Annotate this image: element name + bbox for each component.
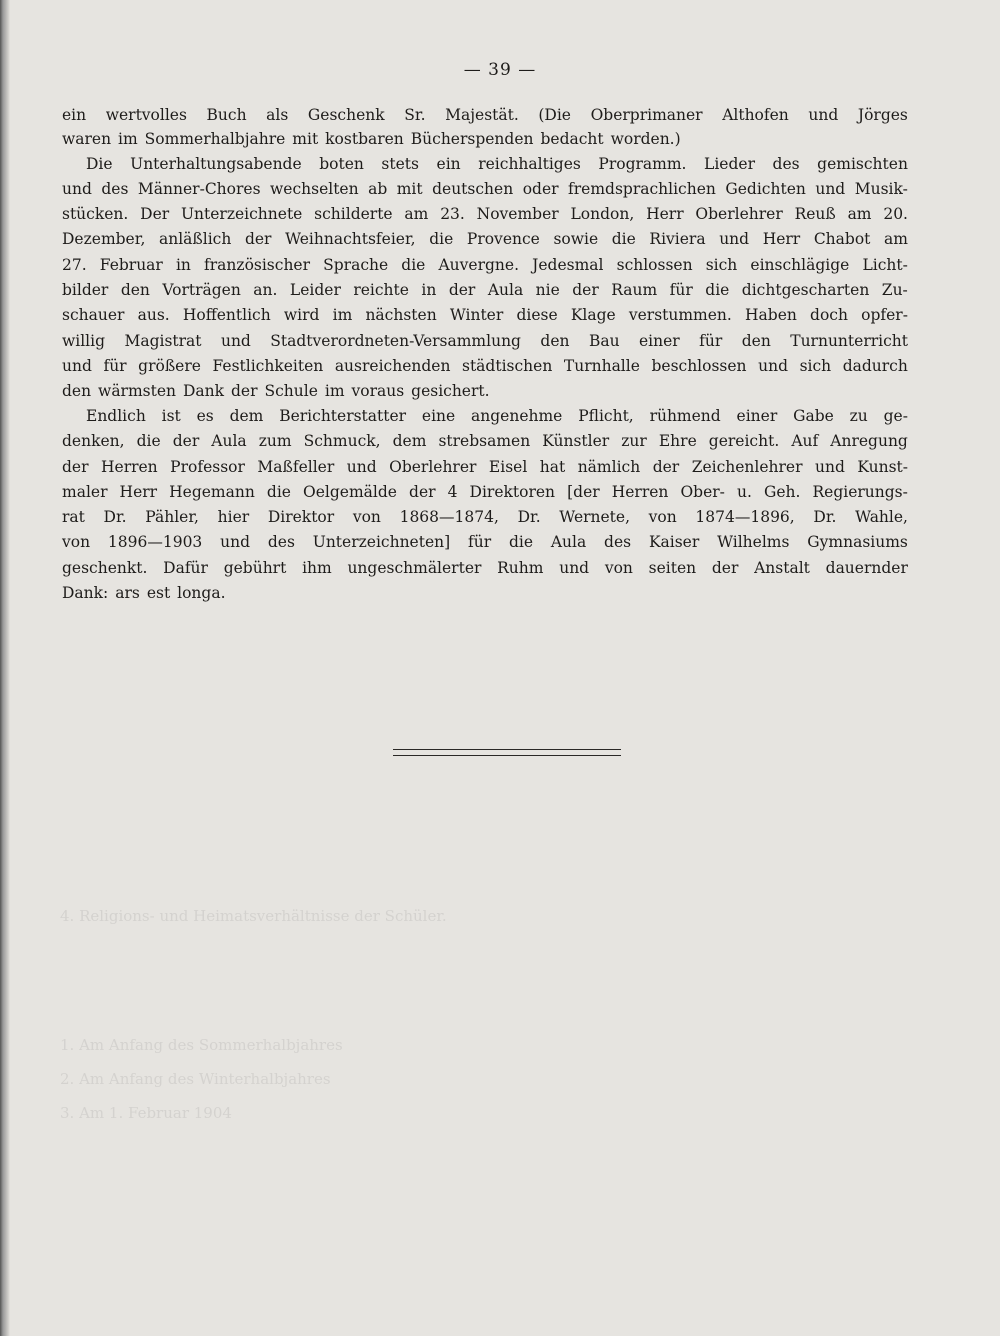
section-rule-top [393, 749, 621, 750]
text-line: geschenkt. Dafür gebührt ihm ungeschmälerter Ruhm und von seiten der Anstalt dauernder [62, 559, 908, 577]
page-number: — 39 — [463, 60, 537, 80]
text-line: von 1896—1903 und des Unterzeichneten] für die Aula des Kaiser Wilhelms Gymnasiums [62, 533, 908, 551]
bleed-through-line: 2. Am Anfang des Winterhalbjahres [60, 1070, 331, 1088]
text-line: ein wertvolles Buch als Geschenk Sr. Majestät. (Die Oberprimaner Althofen und Jörges [62, 106, 908, 124]
text-line: und des Männer-Chores wechselten ab mit deutschen oder fremdsprachlichen Gedichten und Musik- [62, 180, 908, 198]
text-line: Dezember, anläßlich der Weihnachtsfeier, die Provence sowie die Riviera und Herr Chabot am [62, 230, 908, 248]
bleed-through-line: 1. Am Anfang des Sommerhalbjahres [60, 1036, 343, 1054]
text-line: 27. Februar in französischer Sprache die Auvergne. Jedesmal schlossen sich einschlägige Licht- [62, 256, 908, 274]
section-rule-bottom [393, 755, 621, 756]
text-line: Die Unterhaltungsabende boten stets ein reichhaltiges Programm. Lieder des gemischten [86, 155, 908, 173]
text-line: waren im Sommerhalbjahre mit kostbaren Bücherspenden bedacht worden.) [62, 130, 681, 148]
text-line: maler Herr Hegemann die Oelgemälde der 4 Direktoren [der Herren Ober- u. Geh. Regierungs- [62, 483, 908, 501]
text-line: schauer aus. Hoffentlich wird im nächsten Winter diese Klage verstummen. Haben doch opfer- [62, 306, 908, 324]
text-line: rat Dr. Pähler, hier Direktor von 1868—1874, Dr. Wernete, von 1874—1896, Dr. Wahle, [62, 508, 908, 526]
text-line: willig Magistrat und Stadtverordneten-Versammlung den Bau einer für den Turnunterricht [62, 332, 908, 350]
text-line: stücken. Der Unterzeichnete schilderte am 23. November London, Herr Oberlehrer Reuß am 20. [62, 205, 908, 223]
text-line: Endlich ist es dem Berichterstatter eine angenehme Pflicht, rühmend einer Gabe zu ge- [86, 407, 908, 425]
bleed-through-heading: 4. Religions- und Heimatsverhältnisse der Schüler. [60, 907, 447, 925]
bleed-through-line: 3. Am 1. Februar 1904 [60, 1104, 232, 1122]
text-line: denken, die der Aula zum Schmuck, dem strebsamen Künstler zur Ehre gereicht. Auf Anregung [62, 432, 908, 450]
text-line: und für größere Festlichkeiten ausreichenden städtischen Turnhalle beschlossen und sich dadurch [62, 357, 908, 375]
text-line: der Herren Professor Maßfeller und Oberlehrer Eisel hat nämlich der Zeichenlehrer und Kunst- [62, 458, 908, 476]
text-line: den wärmsten Dank der Schule im voraus gesichert. [62, 382, 490, 400]
text-line: bilder den Vorträgen an. Leider reichte in der Aula nie der Raum für die dichtgescharten Zu- [62, 281, 908, 299]
page-edge-shadow [0, 0, 10, 1336]
text-line: Dank: ars est longa. [62, 584, 226, 602]
